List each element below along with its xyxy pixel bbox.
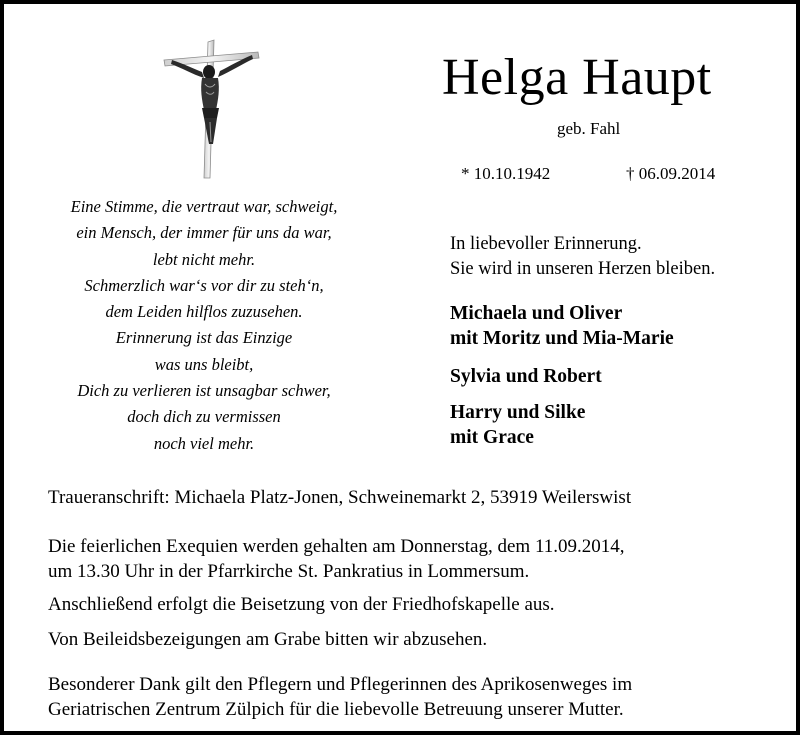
- thanks-line: Geriatrischen Zentrum Zülpich für die liebevolle Betreuung unserer Mutter.: [48, 699, 624, 720]
- family-line: Sylvia und Robert: [450, 366, 602, 387]
- death-date: † 06.09.2014: [626, 164, 716, 183]
- poem-line: lebt nicht mehr.: [152, 249, 256, 269]
- family-line: mit Moritz und Mia-Marie: [450, 328, 674, 349]
- family-line: Harry und Silke: [450, 402, 586, 423]
- memory-line: Sie wird in unseren Herzen bleiben.: [450, 259, 716, 279]
- service-info: [48, 534, 625, 584]
- burial-info: Anschließend erfolgt die Beisetzung von der Friedhofskapelle aus.: [48, 594, 555, 615]
- family-group: [450, 400, 585, 450]
- memory-line: In liebevoller Erinnerung.: [450, 234, 642, 254]
- poem-line: doch dich zu vermissen: [127, 407, 281, 427]
- family-line: Michaela und Oliver: [450, 303, 623, 324]
- birth-date: * 10.10.1942: [461, 164, 551, 183]
- poem-line: noch viel mehr.: [153, 433, 255, 453]
- service-line: Die feierlichen Exequien werden gehalten am Donnerstag, dem 11.09.2014,: [48, 536, 625, 557]
- poem-line: was uns bleibt,: [154, 354, 254, 374]
- poem: [34, 194, 374, 457]
- memory-text: [450, 232, 715, 282]
- thanks-line: Besonderer Dank gilt den Pflegern und Pflegerinnen des Aprikosenweges im: [48, 674, 633, 695]
- poem-line: Erinnerung ist das Einzige: [115, 328, 293, 348]
- thanks-note: [48, 672, 632, 722]
- poem-line: ein Mensch, der immer für uns da war,: [76, 223, 332, 243]
- maiden-name: geb. Fahl: [557, 119, 621, 138]
- service-line: um 13.30 Uhr in der Pfarrkirche St. Pankratius in Lommersum.: [48, 561, 530, 582]
- deceased-name: Helga Haupt: [442, 49, 712, 106]
- mourning-address: Traueranschrift: Michaela Platz-Jonen, Schweinemarkt 2, 53919 Weilerswist: [48, 487, 632, 508]
- poem-line: Eine Stimme, die vertraut war, schweigt,: [70, 197, 338, 216]
- family-line: mit Grace: [450, 427, 534, 448]
- poem-line: Schmerzlich war‘s vor dir zu steh‘n,: [84, 275, 324, 295]
- crucifix-icon: [162, 38, 262, 180]
- family-group: [450, 301, 674, 351]
- poem-line: Dich zu verlieren ist unsagbar schwer,: [77, 381, 331, 401]
- condolence-note: Von Beileidsbezeigungen am Grabe bitten wir abzusehen.: [48, 629, 488, 650]
- poem-line: dem Leiden hilflos zuzusehen.: [105, 302, 303, 322]
- family-group: [450, 364, 602, 389]
